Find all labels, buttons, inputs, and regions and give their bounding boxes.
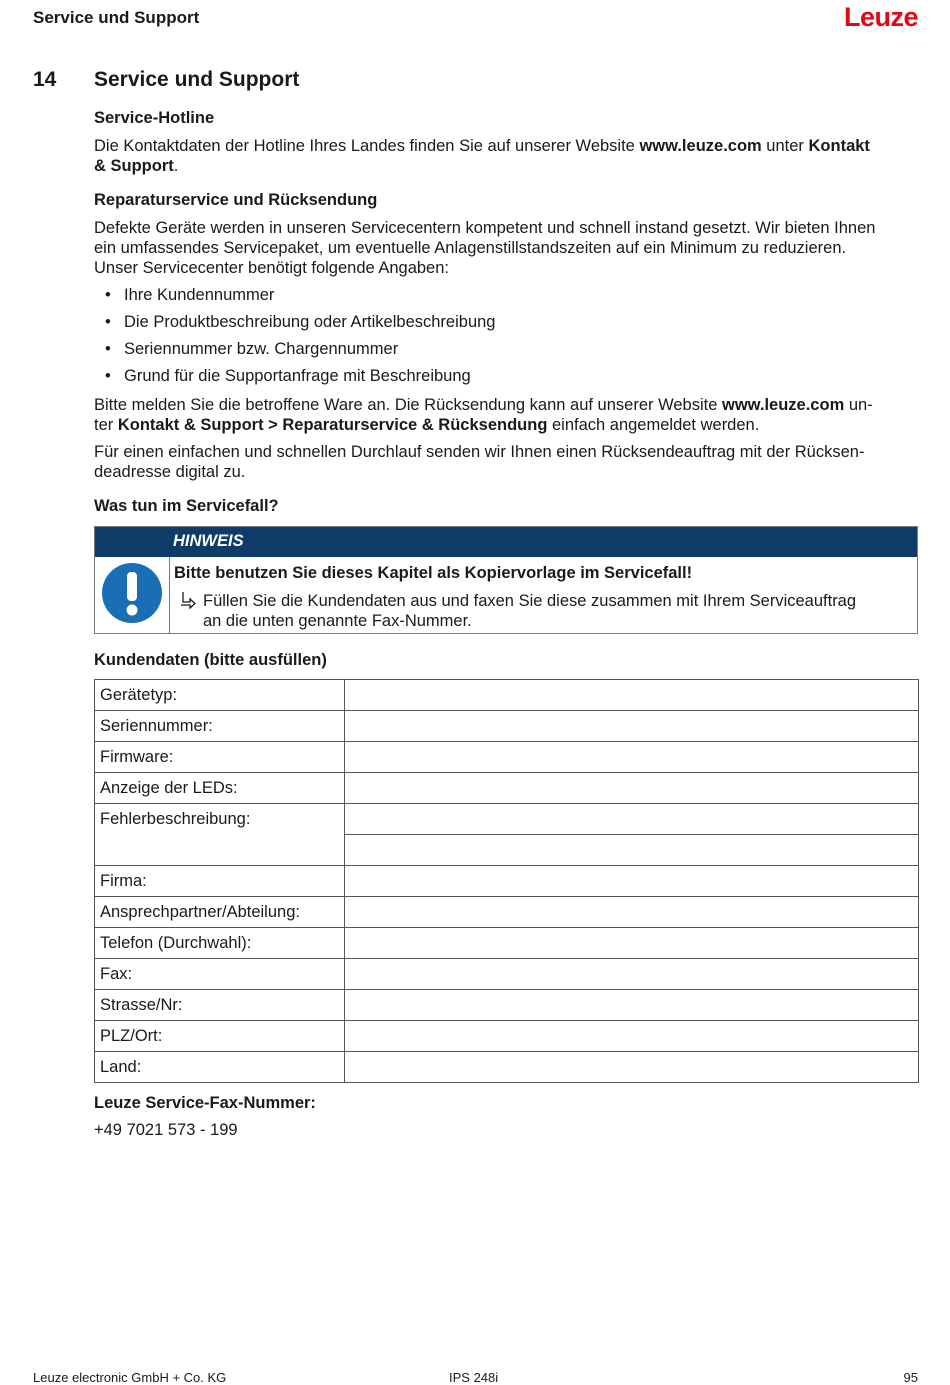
table-row: [95, 1021, 919, 1052]
return-text-ter: ter: [94, 416, 118, 434]
exclamation-circle-icon: [101, 562, 163, 624]
hotline-website: www.leuze.com: [639, 137, 762, 155]
company-label: Firma:: [95, 866, 345, 897]
footer-company: Leuze electronic GmbH + Co. KG: [33, 1370, 227, 1385]
servicefall-heading: Was tun im Servicefall?: [94, 497, 279, 515]
firmware-label: Firmware:: [95, 742, 345, 773]
repair-intro-line1: Defekte Geräte werden in unseren Servicecentern kompetent und schnell instand gesetzt. Wir bieten Ihnen: [94, 219, 876, 237]
notice-header: [95, 527, 917, 557]
leds-field[interactable]: [345, 773, 919, 804]
phone-label: Telefon (Durchwahl):: [95, 928, 345, 959]
device-type-label: Gerätetyp:: [95, 680, 345, 711]
notice-label: HINWEIS: [173, 532, 244, 550]
notice-text: [174, 563, 909, 631]
error-field-line1[interactable]: [345, 804, 919, 835]
phone-field[interactable]: [345, 928, 919, 959]
hotline-section: [94, 108, 919, 128]
return-text-after: einfach angemeldet werden.: [547, 416, 760, 434]
fax-field[interactable]: [345, 959, 919, 990]
return-paragraph: [94, 395, 919, 435]
fax-field-label: Fax:: [95, 959, 345, 990]
repair-list: [94, 285, 919, 393]
notice-step: [174, 591, 909, 631]
repair-heading: Reparaturservice und Rücksendung: [94, 191, 378, 209]
repair-intro-line2: ein umfassendes Servicepaket, um eventuelle Anlagenstillstandszeiten auf ein Minimum zu reduzieren.: [94, 239, 847, 257]
leds-label: Anzeige der LEDs:: [95, 773, 345, 804]
hotline-text-before: Die Kontaktdaten der Hotline Ihres Landes finden Sie auf unserer Website: [94, 137, 640, 155]
serial-label: Seriennummer:: [95, 711, 345, 742]
return-path: Kontakt & Support > Reparaturservice & Rücksendung: [117, 416, 548, 434]
repair-intro-line3: Unser Servicecenter benötigt folgende Angaben:: [94, 259, 449, 277]
return-website: www.leuze.com: [721, 396, 845, 414]
table-row: [95, 711, 919, 742]
action-arrow-icon: [180, 591, 198, 609]
table-row: [95, 990, 919, 1021]
table-row: [95, 928, 919, 959]
customer-heading: Kundendaten (bitte ausfüllen): [94, 651, 327, 669]
table-row: [95, 804, 919, 835]
table-row: [95, 773, 919, 804]
hotline-link-line2: & Support: [94, 157, 174, 175]
service-fax-label: Leuze Service-Fax-Nummer:: [94, 1094, 316, 1112]
notice-icon-cell: [95, 557, 170, 633]
return-text-hyphen: un-: [844, 396, 873, 414]
hotline-link-line1: Kontakt: [808, 137, 870, 155]
error-field-line2[interactable]: [345, 835, 919, 866]
service-fax-number: +49 7021 573 - 199: [94, 1121, 238, 1139]
table-row: [95, 680, 919, 711]
chapter-number: 14: [33, 68, 57, 91]
device-type-field[interactable]: [345, 680, 919, 711]
servicefall-section: [94, 496, 919, 516]
repair-intro: [94, 218, 919, 278]
fast-paragraph: [94, 442, 919, 482]
running-header-title: Service und Support: [33, 8, 200, 27]
street-label: Strasse/Nr:: [95, 990, 345, 1021]
hotline-text-middle: unter: [761, 137, 809, 155]
list-item: • Die Produktbeschreibung oder Artikelbeschreibung: [94, 312, 919, 339]
country-label: Land:: [95, 1052, 345, 1083]
customer-data-form: [94, 679, 919, 1083]
leuze-logo: Leuze: [843, 2, 918, 32]
street-field[interactable]: [345, 990, 919, 1021]
hotline-heading: Service-Hotline: [94, 109, 215, 127]
table-row: [95, 959, 919, 990]
fast-line1: Für einen einfachen und schnellen Durchlauf senden wir Ihnen einen Rücksendeauftrag mit der Rücksen-: [94, 443, 865, 461]
table-row: [95, 897, 919, 928]
contact-field[interactable]: [345, 897, 919, 928]
list-item: • Ihre Kundennummer: [94, 285, 919, 312]
table-row: [95, 866, 919, 897]
zip-city-field[interactable]: [345, 1021, 919, 1052]
company-field[interactable]: [345, 866, 919, 897]
footer-product: IPS 248i: [449, 1370, 499, 1385]
fast-line2: deadresse digital zu.: [94, 463, 246, 481]
country-field[interactable]: [345, 1052, 919, 1083]
chapter-title: Service und Support: [94, 68, 300, 91]
contact-label: Ansprechpartner/Abteilung:: [95, 897, 345, 928]
list-item: • Seriennummer bzw. Chargennummer: [94, 339, 919, 366]
notice-box: [94, 526, 918, 634]
hotline-text-end: .: [173, 157, 179, 175]
return-text-before: Bitte melden Sie die betroffene Ware an. Die Rücksendung kann auf unserer Website: [94, 396, 722, 414]
list-item: • Grund für die Supportanfrage mit Beschreibung: [94, 366, 919, 393]
error-label: Fehlerbeschreibung:: [95, 804, 345, 866]
zip-city-label: PLZ/Ort:: [95, 1021, 345, 1052]
table-row: [95, 1052, 919, 1083]
table-row: [95, 742, 919, 773]
notice-main-text: Bitte benutzen Sie dieses Kapitel als Kopiervorlage im Servicefall!: [174, 564, 693, 582]
firmware-field[interactable]: [345, 742, 919, 773]
repair-section: [94, 190, 919, 210]
customer-section: [94, 650, 919, 670]
hotline-paragraph: [94, 136, 919, 176]
notice-step-line1: Füllen Sie die Kundendaten aus und faxen Sie diese zusammen mit Ihrem Serviceauftrag: [203, 592, 857, 610]
footer-page-number: 95: [903, 1370, 918, 1385]
notice-step-line2: an die unten genannte Fax-Nummer.: [203, 612, 472, 630]
serial-field[interactable]: [345, 711, 919, 742]
